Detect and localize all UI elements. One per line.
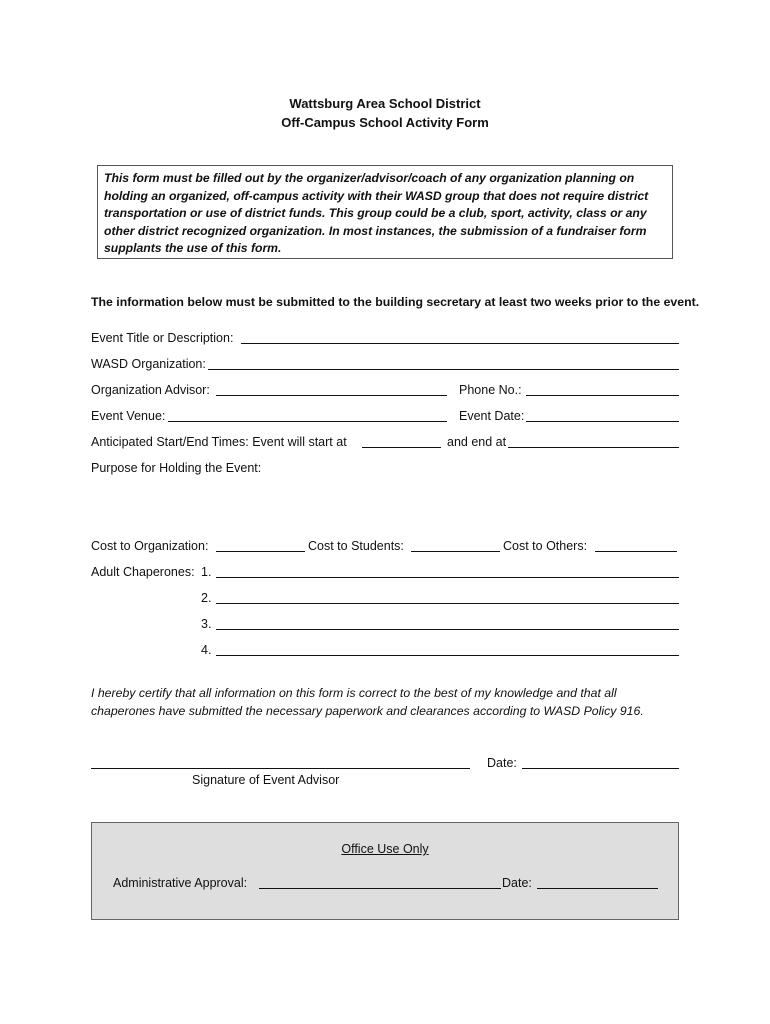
chaperone-number: 1. xyxy=(201,565,212,579)
office-use-box xyxy=(91,822,679,920)
cost-others-label: Cost to Others: xyxy=(503,539,588,553)
signature-field[interactable] xyxy=(91,768,470,769)
signature-caption: Signature of Event Advisor xyxy=(192,773,340,787)
purpose-label: Purpose for Holding the Event: xyxy=(91,461,262,475)
notice-box xyxy=(97,165,673,259)
phone-label: Phone No.: xyxy=(459,383,522,397)
district-name: Wattsburg Area School District xyxy=(289,96,481,111)
event-date-label: Event Date: xyxy=(459,409,525,423)
advisor-label: Organization Advisor: xyxy=(91,383,210,397)
phone-field[interactable] xyxy=(526,395,679,396)
notice-text: This form must be filled out by the organizer/advisor/coach of any organization planning on holding an organized, off-campus activity with their WASD group that does not require district transportation or use of district funds. This group could be a club, sport, activity, class or any other district recognized organization. In most instances, the submission of a fundraiser form supplants the use of this form. xyxy=(104,171,649,256)
venue-field[interactable] xyxy=(168,421,447,422)
chaperone-number: 3. xyxy=(201,617,212,631)
signature-date-field[interactable] xyxy=(522,768,679,769)
office-date-label: Date: xyxy=(502,876,532,890)
times-label: Anticipated Start/End Times: Event will start at xyxy=(91,435,347,449)
approval-field[interactable] xyxy=(259,888,501,889)
signature-date-label: Date: xyxy=(487,756,517,770)
chaperone-3-field[interactable] xyxy=(216,629,679,630)
event-title-field[interactable] xyxy=(241,343,679,344)
cost-students-label: Cost to Students: xyxy=(308,539,404,553)
organization-label: WASD Organization: xyxy=(91,357,206,371)
certification-text: I hereby certify that all information on this form is correct to the best of my knowledge and that all chaperones have submitted the necessary paperwork and clearances according to WASD Policy 916. xyxy=(91,686,644,718)
chaperones-label: Adult Chaperones: xyxy=(91,565,195,579)
venue-label: Event Venue: xyxy=(91,409,166,423)
office-use-heading: Office Use Only xyxy=(341,842,429,856)
advisor-field[interactable] xyxy=(216,395,447,396)
form-title: Off-Campus School Activity Form xyxy=(281,115,489,130)
cost-students-field[interactable] xyxy=(411,551,500,552)
organization-field[interactable] xyxy=(208,369,679,370)
end-time-label: and end at xyxy=(447,435,507,449)
chaperone-number: 4. xyxy=(201,643,212,657)
event-title-label: Event Title or Description: xyxy=(91,331,234,345)
chaperone-4-field[interactable] xyxy=(216,655,679,656)
cost-others-field[interactable] xyxy=(595,551,677,552)
event-date-field[interactable] xyxy=(526,421,679,422)
instruction-text: The information below must be submitted to the building secretary at least two weeks prior to the event. xyxy=(91,295,700,309)
cost-org-label: Cost to Organization: xyxy=(91,539,209,553)
approval-label: Administrative Approval: xyxy=(113,876,248,890)
chaperone-number: 2. xyxy=(201,591,212,605)
cost-org-field[interactable] xyxy=(216,551,305,552)
office-date-field[interactable] xyxy=(537,888,658,889)
chaperone-1-field[interactable] xyxy=(216,577,679,578)
end-time-field[interactable] xyxy=(508,447,679,448)
start-time-field[interactable] xyxy=(362,447,441,448)
chaperone-2-field[interactable] xyxy=(216,603,679,604)
